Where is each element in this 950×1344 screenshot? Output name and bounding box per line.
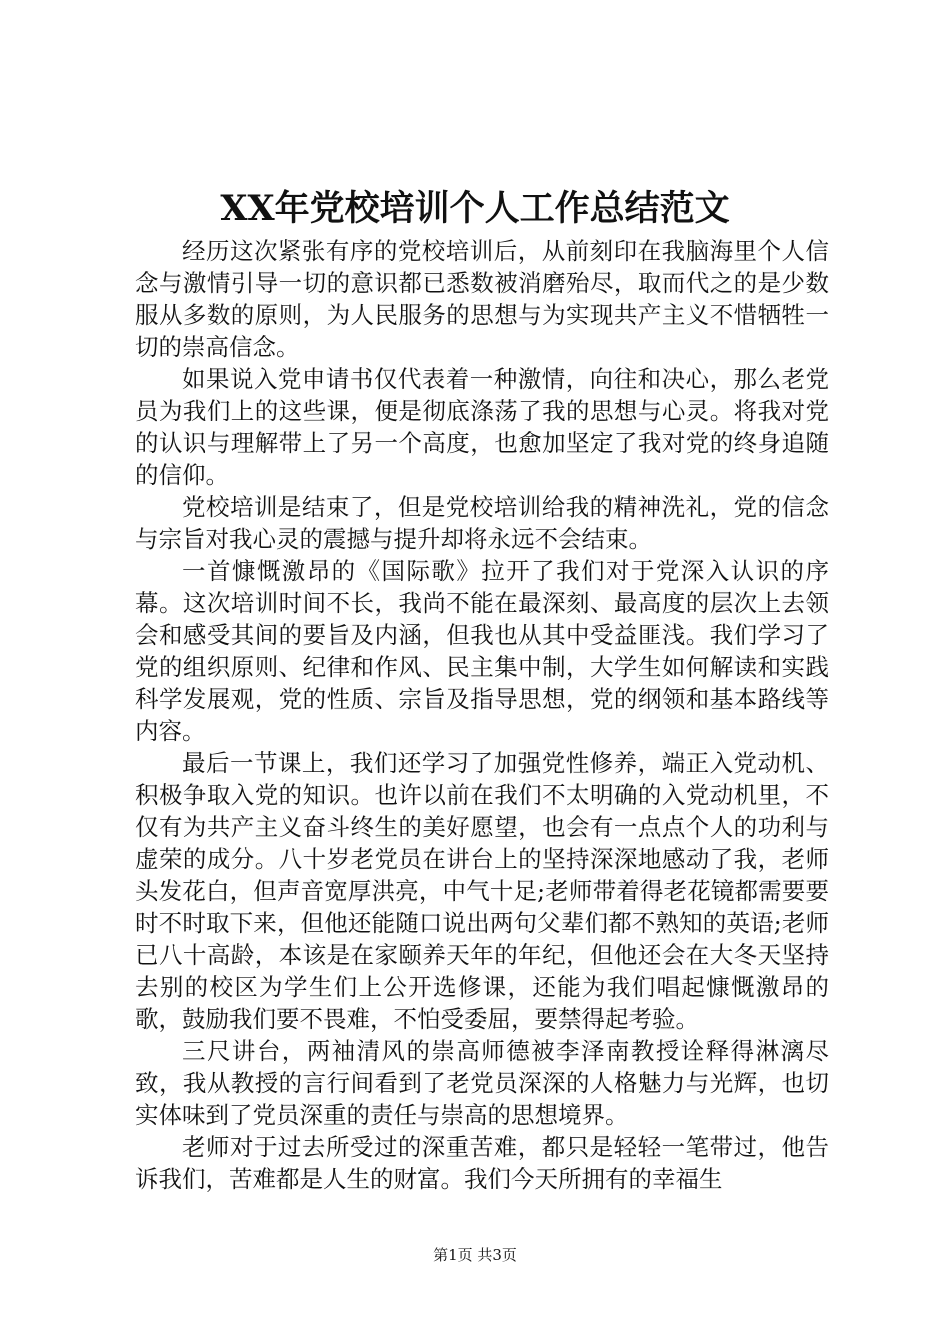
paragraph: 党校培训是结束了，但是党校培训给我的精神洗礼，党的信念与宗旨对我心灵的震撼与提升却将永远不会结束。 [135,493,829,553]
paragraph: 老师对于过去所受过的深重苦难，都只是轻轻一笔带过，他告诉我们，苦难都是人生的财富。我们今天所拥有的幸福生 [135,1133,829,1193]
paragraph: 经历这次紧张有序的党校培训后，从前刻印在我脑海里个人信念与激情引导一切的意识都已悉数被消磨殆尽，取而代之的是少数服从多数的原则，为人民服务的思想与为实现共产主义不惜牺牲一切的崇高信念。 [135,237,829,361]
document-body [135,235,829,1195]
paragraph: 最后一节课上，我们还学习了加强党性修养，端正入党动机、积极争取入党的知识。也许以前在我们不太明确的入党动机里，不仅有为共产主义奋斗终生的美好愿望，也会有一点点个人的功利与虚荣的成分。八十岁老党员在讲台上的坚持深深地感动了我，老师头发花白，但声音宽厚洪亮，中气十足;老师带着得老花镜都需要要时不时取下来，但他还能随口说出两句父辈们都不熟知的英语;老师已八十高龄，本该是在家颐养天年的年纪，但他还会在大冬天坚持去别的校区为学生们上公开选修课，还能为我们唱起慷慨激昂的歌，鼓励我们要不畏难，不怕受委屈，要禁得起考验。 [135,749,829,1033]
paragraph: 一首慷慨激昂的《国际歌》拉开了我们对于党深入认识的序幕。这次培训时间不长，我尚不能在最深刻、最高度的层次上去领会和感受其间的要旨及内涵，但我也从其中受益匪浅。我们学习了党的组织原则、纪律和作风、民主集中制，大学生如何解读和实践科学发展观，党的性质、宗旨及指导思想，党的纲领和基本路线等内容。 [135,557,829,745]
page-number-footer: 第1页 共3页 [433,1246,517,1264]
paragraph: 三尺讲台，两袖清风的崇高师德被李泽南教授诠释得淋漓尽致，我从教授的言行间看到了老党员深深的人格魅力与光辉，也切实体味到了党员深重的责任与崇高的思想境界。 [135,1037,829,1129]
paragraph: 如果说入党申请书仅代表着一种激情，向往和决心，那么老党员为我们上的这些课，便是彻底涤荡了我的思想与心灵。将我对党的认识与理解带上了另一个高度，也愈加坚定了我对党的终身追随的信仰。 [135,365,829,489]
document-title: XX年党校培训个人工作总结范文 [220,188,730,229]
